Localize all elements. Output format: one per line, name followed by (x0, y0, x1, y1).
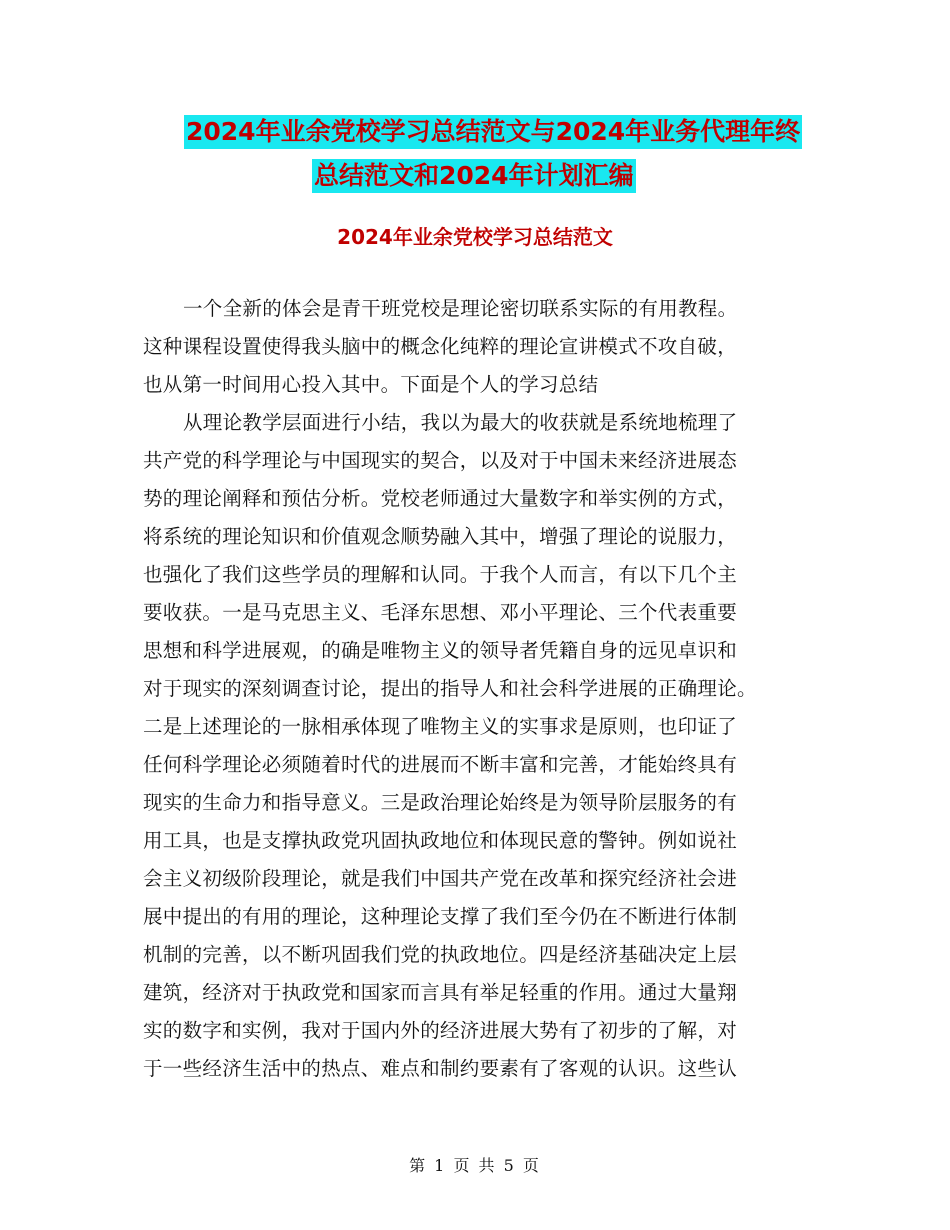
document-body (143, 290, 809, 1088)
paragraph-line: 现实的生命力和指导意义。三是政治理论始终是为领导阶层服务的有 (143, 791, 738, 814)
paragraph-line: 建筑，经济对于执政党和国家而言具有举足轻重的作用。通过大量翔 (143, 981, 738, 1004)
paragraph-line: 对于现实的深刻调查讨论，提出的指导人和社会科学进展的正确理论。 (143, 677, 757, 700)
paragraph-line: 机制的完善，以不断巩固我们党的执政地位。四是经济基础决定上层 (143, 943, 738, 966)
paragraph-line: 于一些经济生活中的热点、难点和制约要素有了客观的认识。这些认 (143, 1057, 738, 1080)
section-title: 2024年业余党校学习总结范文 (337, 225, 613, 249)
paragraph-line: 要收获。一是马克思主义、毛泽东思想、邓小平理论、三个代表重要 (143, 601, 738, 624)
paragraph-line: 展中提出的有用的理论，这种理论支撑了我们至今仍在不断进行体制 (143, 905, 738, 928)
paragraph-line: 用工具，也是支撑执政党巩固执政地位和体现民意的警钟。例如说社 (143, 829, 738, 852)
paragraph-line: 共产党的科学理论与中国现实的契合，以及对于中国未来经济进展态 (143, 449, 738, 472)
paragraph-line: 思想和科学进展观，的确是唯物主义的领导者凭籍自身的远见卓识和 (143, 639, 738, 662)
paragraph-line: 会主义初级阶段理论，就是我们中国共产党在改革和探究经济社会进 (143, 867, 738, 890)
paragraph-line: 二是上述理论的一脉相承体现了唯物主义的实事求是原则，也印证了 (143, 715, 738, 738)
title-line-2: 总结范文和2024年计划汇编 (312, 159, 636, 193)
paragraph-line: 从理论教学层面进行小结，我以为最大的收获就是系统地梳理了 (183, 411, 738, 434)
paragraph-line: 任何科学理论必须随着时代的进展而不断丰富和完善，才能始终具有 (143, 753, 738, 776)
paragraph-line: 也强化了我们这些学员的理解和认同。于我个人而言，有以下几个主 (143, 563, 738, 586)
paragraph-line: 也从第一时间用心投入其中。下面是个人的学习总结 (143, 373, 599, 396)
paragraph-line: 将系统的理论知识和价值观念顺势融入其中，增强了理论的说服力， (143, 525, 738, 548)
page-footer: 第 1 页 共 5 页 (409, 1156, 541, 1175)
title-line-1: 2024年业余党校学习总结范文与2024年业务代理年终 (184, 115, 802, 149)
paragraph-line: 一个全新的体会是青干班党校是理论密切联系实际的有用教程。 (183, 297, 738, 320)
paragraph-line: 实的数字和实例，我对于国内外的经济进展大势有了初步的了解，对 (143, 1019, 738, 1042)
paragraph-line: 这种课程设置使得我头脑中的概念化纯粹的理论宣讲模式不攻自破， (143, 335, 738, 358)
paragraph-line: 势的理论阐释和预估分析。党校老师通过大量数字和举实例的方式， (143, 487, 738, 510)
